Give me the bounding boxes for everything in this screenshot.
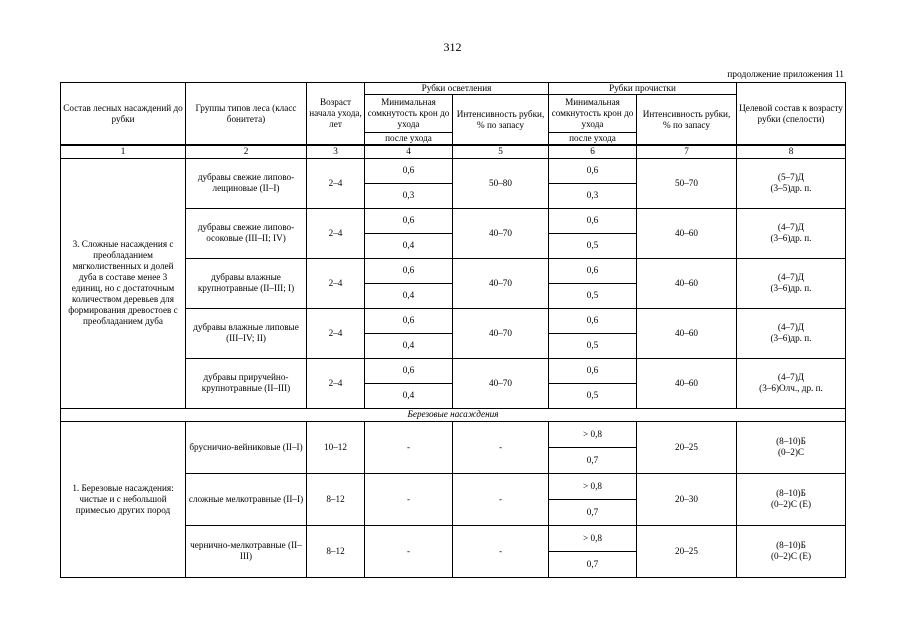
target-composition-cell [737, 208, 846, 258]
intensity-cell: 50–80 [453, 158, 549, 208]
start-age-cell: 2–4 [307, 308, 365, 358]
column-number: 1 [61, 145, 186, 158]
intensity-cell: - [453, 473, 549, 525]
target-composition-cell [737, 473, 846, 525]
forest-group-cell: чернично-мелкотравные (II–III) [186, 525, 307, 577]
closure-cell: - [365, 473, 453, 525]
intensity-cell: 20–25 [637, 421, 737, 473]
target-line: (3–5)др. п. [770, 183, 812, 193]
target-line: (0–2)С (Е) [770, 499, 812, 509]
closure-before-cell: 0,6 [549, 158, 637, 183]
closure-after-cell: 0,7 [549, 499, 637, 525]
column-number: 3 [307, 145, 365, 158]
target-composition-cell [737, 421, 846, 473]
closure-after-cell: 0,7 [549, 551, 637, 577]
closure-after-cell: 0,5 [549, 283, 637, 308]
target-line: (4–7)Д [777, 322, 805, 332]
target-composition-cell [737, 525, 846, 577]
page-number: 312 [443, 40, 462, 54]
header-min-closure-pro: Минимальная сомкнутость крон до ухода [549, 95, 637, 133]
target-composition-cell [737, 258, 846, 308]
header-min-closure-osv: Минимальная сомкнутость крон до ухода [365, 95, 453, 133]
intensity-cell: - [453, 421, 549, 473]
table-row [61, 158, 846, 183]
target-composition-cell [737, 308, 846, 358]
closure-before-cell: 0,6 [549, 358, 637, 383]
closure-before-cell: 0,6 [365, 308, 453, 333]
target-line: (3–6)др. п. [770, 233, 812, 243]
header-clearing-cuts: Рубки осветления [365, 83, 549, 95]
closure-after-cell: 0,4 [365, 283, 453, 308]
closure-after-cell: 0,4 [365, 383, 453, 408]
forest-care-table [60, 82, 846, 578]
closure-before-cell: 0,6 [365, 258, 453, 283]
closure-after-cell: 0,4 [365, 233, 453, 258]
forest-group-cell: дубравы влажные крупнотравные (II–III; I) [186, 258, 307, 308]
forest-group-cell: дубравы приручейно-крупнотравные (II–III) [186, 358, 307, 408]
closure-after-cell: 0,3 [365, 183, 453, 208]
closure-before-cell: > 0,8 [549, 421, 637, 447]
column-number: 8 [737, 145, 846, 158]
target-line: (0–2)С (Е) [770, 551, 812, 561]
column-number: 7 [637, 145, 737, 158]
start-age-cell: 8–12 [307, 525, 365, 577]
intensity-cell: 50–70 [637, 158, 737, 208]
header-start-age: Возраст начала ухода, лет [307, 83, 365, 146]
intensity-cell: - [453, 525, 549, 577]
header-cleaning-cuts: Рубки прочистки [549, 83, 737, 95]
target-composition-cell [737, 358, 846, 408]
target-line: (3–6)др. п. [770, 333, 812, 343]
intensity-cell: 40–70 [453, 258, 549, 308]
forest-group-cell: дубравы свежие липово-осоковые (III–II; IV) [186, 208, 307, 258]
header-after-care-osv: после ухода [365, 133, 453, 146]
target-composition-cell [737, 158, 846, 208]
closure-before-cell: > 0,8 [549, 525, 637, 551]
intensity-cell: 40–60 [637, 308, 737, 358]
target-line: (4–7)Д [777, 372, 805, 382]
intensity-cell: 40–60 [637, 208, 737, 258]
closure-after-cell: 0,7 [549, 447, 637, 473]
column-number: 4 [365, 145, 453, 158]
closure-before-cell: 0,6 [365, 158, 453, 183]
start-age-cell: 10–12 [307, 421, 365, 473]
target-line: (3–6)Олч., др. п. [759, 383, 823, 393]
start-age-cell: 2–4 [307, 358, 365, 408]
closure-before-cell: 0,6 [549, 308, 637, 333]
intensity-cell: 40–70 [453, 308, 549, 358]
closure-after-cell: 0,5 [549, 383, 637, 408]
closure-cell: - [365, 421, 453, 473]
start-age-cell: 2–4 [307, 208, 365, 258]
start-age-cell: 2–4 [307, 158, 365, 208]
composition-cell: 1. Березовые насаждения: чистые и с небольшой примесью других пород [61, 421, 186, 577]
intensity-cell: 40–60 [637, 258, 737, 308]
section-title-birch: Березовые насаждения [61, 408, 846, 421]
header-intensity-osv: Интенсивность рубки, % по запасу [453, 95, 549, 146]
target-line: (3–6)др. п. [770, 283, 812, 293]
header-target-composition: Целевой состав к возрасту рубки (спелости) [737, 83, 846, 146]
forest-group-cell: дубравы свежие липово-лещиновые (II–I) [186, 158, 307, 208]
header-after-care-pro: после ухода [549, 133, 637, 146]
table-row [61, 421, 846, 447]
closure-before-cell: 0,6 [549, 258, 637, 283]
closure-before-cell: 0,6 [549, 208, 637, 233]
composition-cell: 3. Сложные насаждения с преобладанием мягколиственных и долей дуба в составе менее 3 единиц, но с достаточным количеством деревьев для формирования древостоев с преобладанием дуба [61, 158, 186, 408]
intensity-cell: 20–25 [637, 525, 737, 577]
target-line: (4–7)Д [777, 222, 805, 232]
column-number: 6 [549, 145, 637, 158]
forest-group-cell: брусничио-вейниковые (II–I) [186, 421, 307, 473]
column-number: 2 [186, 145, 307, 158]
closure-after-cell: 0,5 [549, 233, 637, 258]
header-forest-group: Группы типов леса (класс бонитета) [186, 83, 307, 146]
closure-after-cell: 0,3 [549, 183, 637, 208]
closure-after-cell: 0,5 [549, 333, 637, 358]
forest-group-cell: дубравы влажные липовые (III–IV; II) [186, 308, 307, 358]
header-number-row [61, 145, 846, 158]
target-line: (5–7)Д [777, 172, 805, 182]
target-line: (8–10)Б [776, 436, 806, 446]
start-age-cell: 8–12 [307, 473, 365, 525]
header-composition: Состав лесных насаждений до рубки [61, 83, 186, 146]
target-line: (8–10)Б [776, 488, 806, 498]
closure-cell: - [365, 525, 453, 577]
forest-group-cell: сложные мелкотравные (II–I) [186, 473, 307, 525]
start-age-cell: 2–4 [307, 258, 365, 308]
closure-before-cell: 0,6 [365, 208, 453, 233]
column-number: 5 [453, 145, 549, 158]
intensity-cell: 40–60 [637, 358, 737, 408]
header-row-1 [61, 83, 846, 95]
intensity-cell: 40–70 [453, 358, 549, 408]
section-title-row [61, 408, 846, 421]
intensity-cell: 20–30 [637, 473, 737, 525]
target-line: (8–10)Б [776, 540, 806, 550]
header-intensity-pro: Интенсивность рубки, % по запасу [637, 95, 737, 146]
target-line: (0–2)С [777, 447, 805, 457]
continuation-note: продолжение приложения 11 [727, 70, 844, 80]
closure-after-cell: 0,4 [365, 333, 453, 358]
closure-before-cell: > 0,8 [549, 473, 637, 499]
target-line: (4–7)Д [777, 272, 805, 282]
intensity-cell: 40–70 [453, 208, 549, 258]
closure-before-cell: 0,6 [365, 358, 453, 383]
